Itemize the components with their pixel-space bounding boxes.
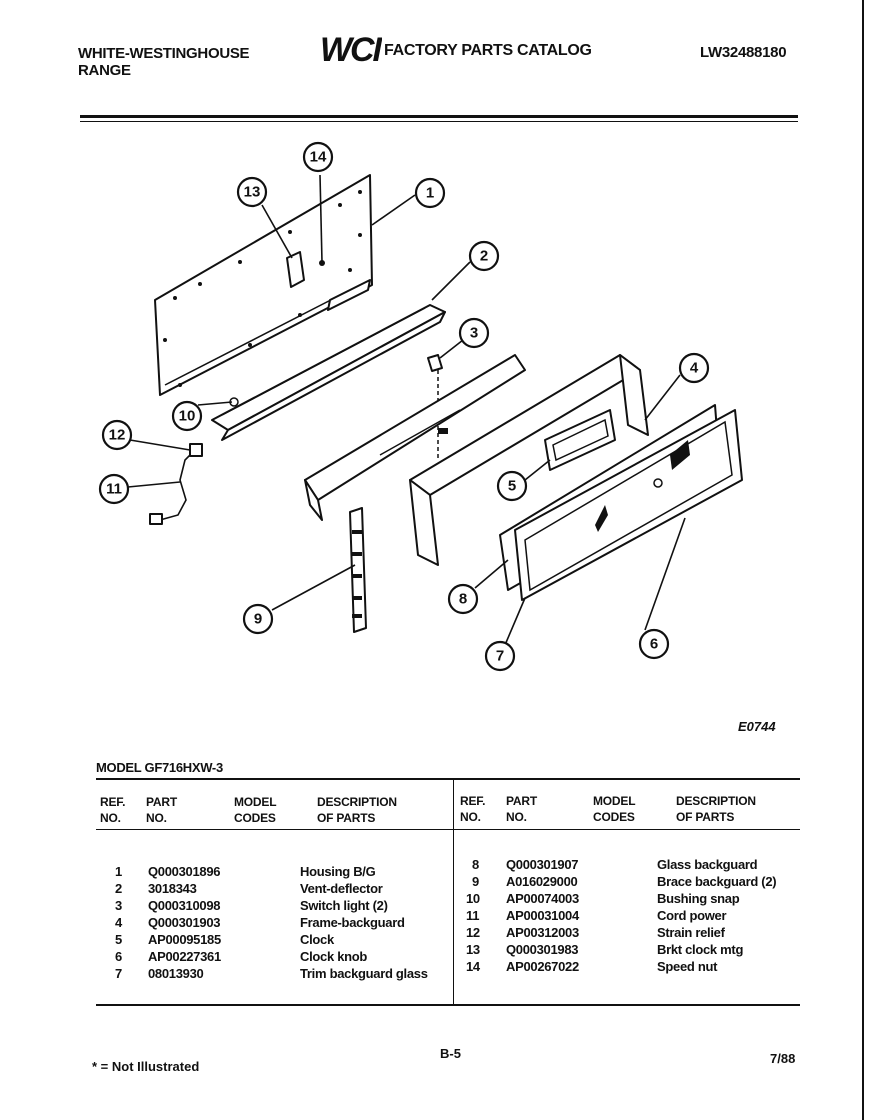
footnote: * = Not Illustrated [92,1059,200,1074]
callout-5 [498,472,526,500]
model-label: MODEL GF716HXW-3 [96,760,223,775]
clock-knob-part [654,479,662,487]
table-center-divider [453,778,454,1005]
table-top-rule [96,778,800,780]
left-desc-header: DESCRIPTION OF PARTS [317,795,397,825]
product-name: RANGE [78,62,131,79]
right-desc-header: DESCRIPTION OF PARTS [676,794,756,824]
svg-text:5: 5 [507,477,517,495]
svg-text:4: 4 [689,359,699,377]
callout-7 [486,642,514,670]
callout-6 [640,630,668,658]
brace-backguard-part [350,508,366,632]
clock-bracket-part [287,252,304,287]
callout-8 [449,585,477,613]
table-header-rule [96,829,800,830]
svg-text:11: 11 [106,480,122,498]
right-codes-header: MODEL CODES [593,794,636,824]
left-ref-header: REF. NO. [100,795,126,825]
revision-date: 7/88 [770,1051,796,1066]
callout-11 [100,475,128,503]
svg-text:3: 3 [469,324,479,342]
catalog-title: FACTORY PARTS CATALOG [384,42,592,59]
callout-13 [238,178,266,206]
logo-text: WCI [320,31,382,68]
callout-14 [304,143,332,171]
brand-name: WHITE-WESTINGHOUSE [78,45,250,62]
svg-text:9: 9 [253,610,263,628]
callout-3 [460,319,488,347]
callout-10 [173,402,201,430]
svg-text:6: 6 [649,635,659,653]
callout-12 [103,421,131,449]
table-bottom-rule [96,1004,800,1006]
svg-text:1: 1 [425,184,435,202]
svg-text:2: 2 [479,247,489,265]
left-part-header: PART NO. [146,795,177,825]
svg-text:12: 12 [108,426,126,444]
figure-code: E0744 [738,719,776,734]
right-ref-header: REF. NO. [460,794,486,824]
svg-text:8: 8 [458,590,468,608]
catalog-number: LW32488180 [700,44,787,61]
callout-2 [470,242,498,270]
callout-1 [416,179,444,207]
svg-text:7: 7 [495,647,505,665]
callout-4 [680,354,708,382]
left-codes-header: MODEL CODES [234,795,277,825]
svg-text:10: 10 [178,407,196,425]
svg-text:14: 14 [309,148,327,166]
svg-text:13: 13 [243,183,261,201]
page-number: B-5 [440,1046,461,1061]
callout-9 [244,605,272,633]
right-part-header: PART NO. [506,794,537,824]
